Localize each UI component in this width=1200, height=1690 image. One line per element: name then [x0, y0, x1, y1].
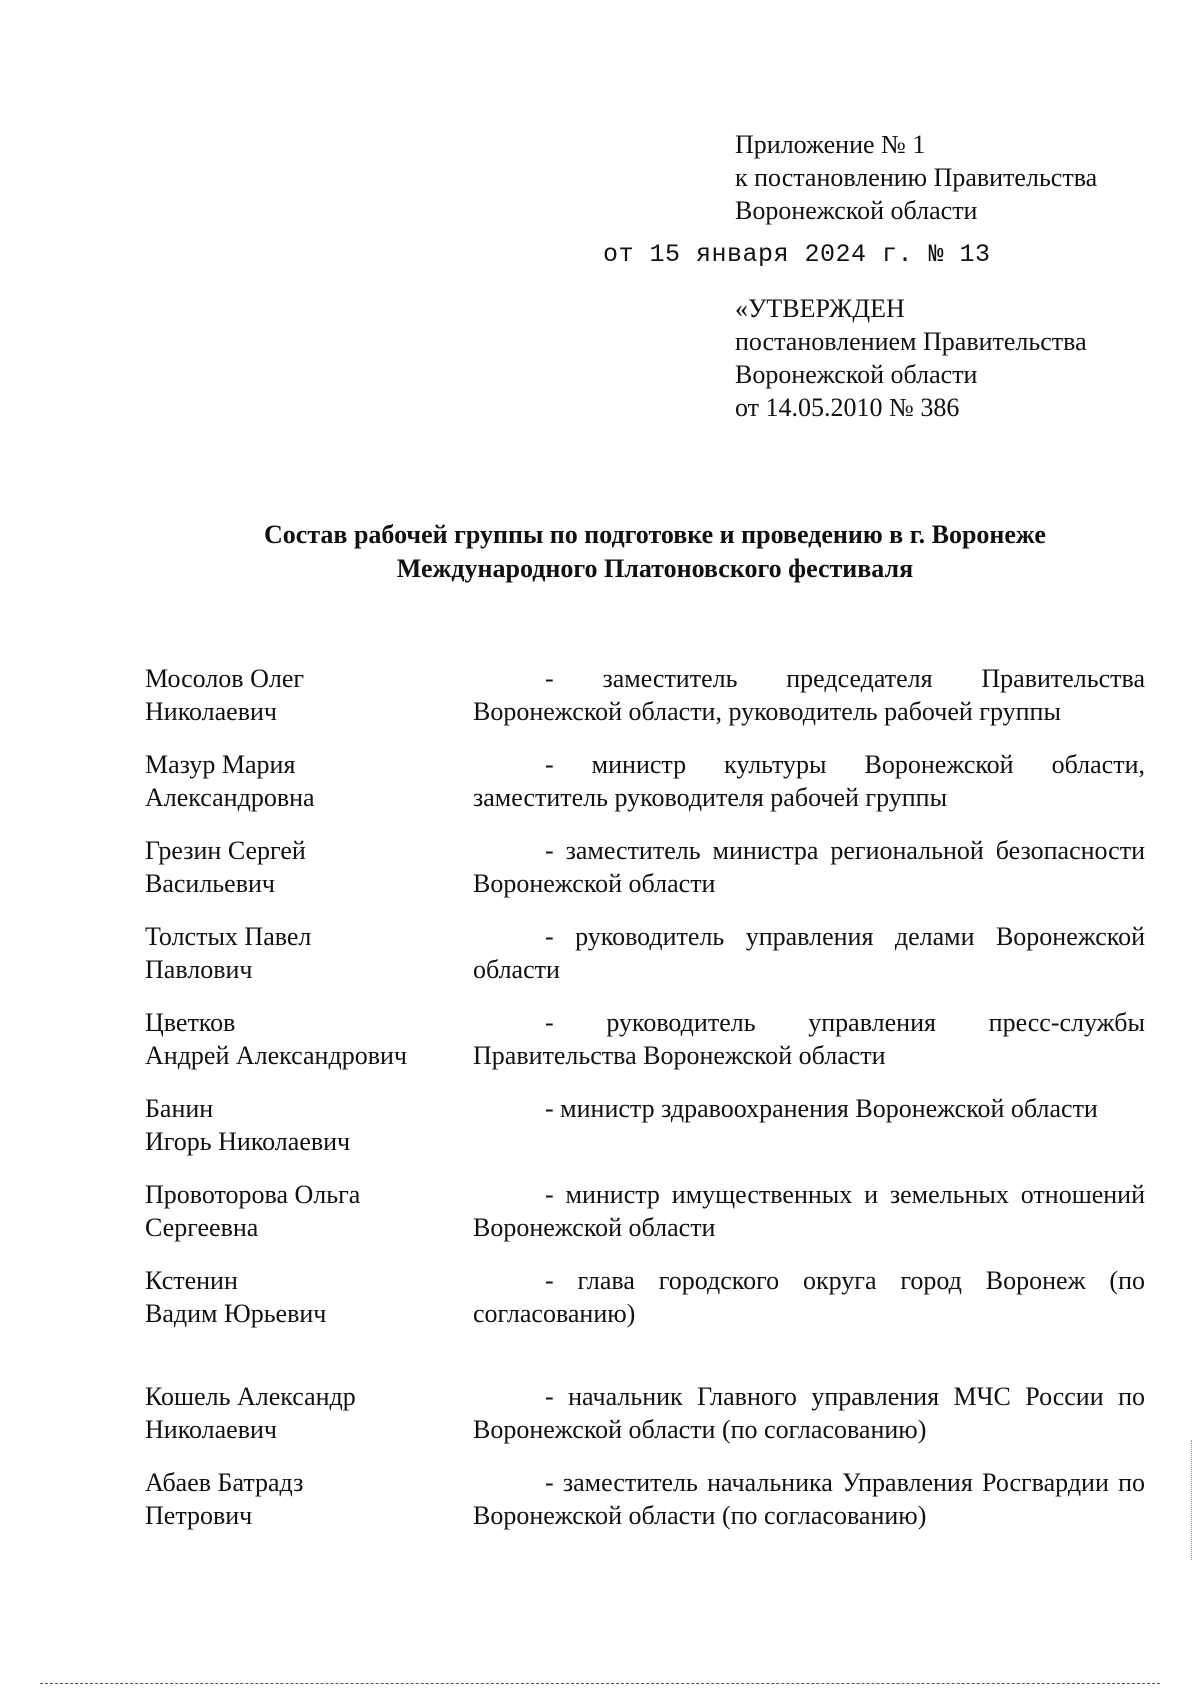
member-row: [145, 1006, 1145, 1092]
member-name: [145, 1466, 473, 1532]
member-role: [473, 1178, 1145, 1244]
member-surname-name: Кстенин: [145, 1266, 238, 1295]
member-row: [145, 834, 1145, 920]
member-name: [145, 1380, 473, 1446]
member-row: [145, 1466, 1145, 1552]
member-role: [473, 662, 1145, 728]
member-role: [473, 748, 1145, 814]
member-name: [145, 834, 473, 900]
member-role-text: - министр культуры Воронежской области, заместитель руководителя рабочей группы: [473, 750, 1145, 812]
member-name: [145, 1006, 473, 1072]
member-row: [145, 1380, 1145, 1466]
member-patronymic: Игорь Николаевич: [145, 1127, 351, 1156]
member-name: [145, 662, 473, 728]
member-surname-name: Абаев Батрадз: [145, 1468, 304, 1497]
member-role: [473, 920, 1145, 986]
member-patronymic: Александровна: [145, 783, 315, 812]
member-name: [145, 748, 473, 814]
member-row: [145, 920, 1145, 1006]
member-role-text: - начальник Главного управления МЧС России по Воронежской области (по согласованию): [473, 1382, 1145, 1444]
member-name: [145, 1264, 473, 1330]
document-title: [200, 518, 1110, 586]
page-bottom-rule: [40, 1683, 1160, 1684]
member-patronymic: Павлович: [145, 955, 253, 984]
member-role-text: - министр здравоохранения Воронежской области: [545, 1094, 1098, 1123]
member-role-text: - руководитель управления делами Воронежской области: [473, 922, 1145, 984]
member-patronymic: Петрович: [145, 1501, 253, 1530]
member-role: [473, 1264, 1145, 1330]
member-surname-name: Грезин Сергей: [145, 836, 306, 865]
approval-by: постановлением Правительства: [735, 327, 1087, 356]
member-surname-name: Толстых Павел: [145, 922, 312, 951]
appendix-header: [735, 128, 1097, 227]
member-surname-name: Кошель Александр: [145, 1382, 356, 1411]
member-row: [145, 748, 1145, 834]
member-patronymic: Николаевич: [145, 697, 277, 726]
member-role: [473, 1466, 1145, 1532]
member-row: [145, 662, 1145, 748]
member-patronymic: Вадим Юрьевич: [145, 1299, 327, 1328]
member-patronymic: Васильевич: [145, 869, 275, 898]
member-role-text: - глава городского округа город Воронеж (по согласованию): [473, 1266, 1145, 1328]
registration-stamp: от 15 января 2024 г. № 13: [603, 240, 991, 269]
member-name: [145, 1092, 473, 1158]
member-surname-name: Банин: [145, 1094, 214, 1123]
member-row: [145, 1264, 1145, 1350]
member-row: [145, 1092, 1145, 1178]
scan-edge-mark: [1191, 1440, 1194, 1560]
member-role-text: - заместитель начальника Управления Росгвардии по Воронежской области (по согласованию): [473, 1468, 1145, 1530]
member-name: [145, 920, 473, 986]
approval-region: Воронежской области: [735, 360, 978, 389]
member-role-text: - заместитель министра региональной безопасности Воронежской области: [473, 836, 1145, 898]
member-role-text: - министр имущественных и земельных отношений Воронежской области: [473, 1180, 1145, 1242]
member-role: [473, 1380, 1145, 1446]
member-surname-name: Мазур Мария: [145, 750, 296, 779]
member-role: [473, 1092, 1145, 1125]
member-role: [473, 834, 1145, 900]
appendix-reference: к постановлению Правительства: [735, 163, 1098, 192]
approval-date-number: от 14.05.2010 № 386: [735, 393, 960, 422]
approval-block: [735, 292, 1087, 424]
member-surname-name: Цветков: [145, 1008, 236, 1037]
member-role: [473, 1006, 1145, 1072]
member-role-text: - руководитель управления пресс-службы Правительства Воронежской области: [473, 1008, 1145, 1070]
member-role-text: - заместитель председателя Правительства Воронежской области, руководитель рабочей группы: [473, 664, 1145, 726]
appendix-number: Приложение № 1: [735, 130, 926, 159]
approval-heading: «УТВЕРЖДЕН: [735, 294, 905, 323]
members-list: [145, 662, 1145, 1552]
title-line-1: Состав рабочей группы по подготовке и проведению в г. Воронеже: [264, 520, 1046, 549]
member-patronymic: Сергеевна: [145, 1213, 259, 1242]
member-patronymic: Андрей Александрович: [145, 1041, 407, 1070]
member-name: [145, 1178, 473, 1244]
member-patronymic: Николаевич: [145, 1415, 277, 1444]
member-surname-name: Мосолов Олег: [145, 664, 305, 693]
member-row: [145, 1178, 1145, 1264]
appendix-region: Воронежской области: [735, 196, 978, 225]
title-line-2: Международного Платоновского фестиваля: [396, 554, 914, 583]
member-surname-name: Провоторова Ольга: [145, 1180, 361, 1209]
